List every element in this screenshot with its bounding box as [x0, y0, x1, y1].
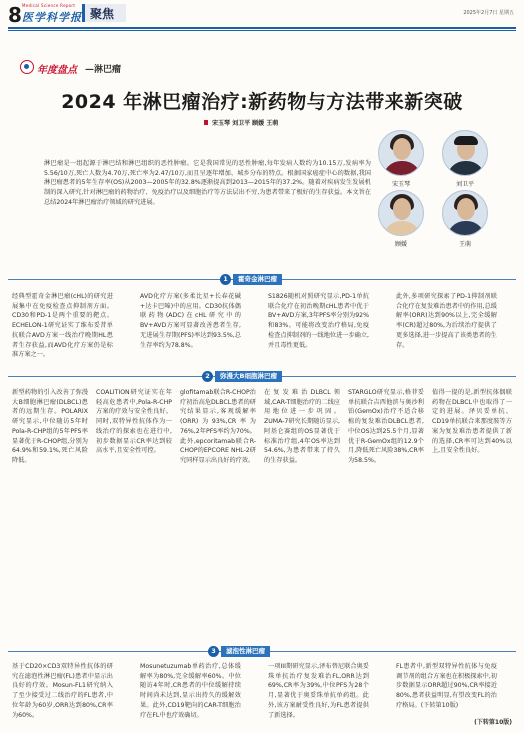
masthead-title-en: Medical Science Report [22, 3, 76, 8]
column-sub: —淋巴瘤 [85, 65, 122, 75]
header-rule [8, 27, 516, 29]
portrait-caption: 刘卫平 [455, 181, 474, 188]
section-title: 霍奇金淋巴瘤 [233, 274, 282, 285]
section-title: 滤泡性淋巴瘤 [221, 646, 270, 657]
portrait-wang-meng [442, 190, 488, 236]
portrait-caption: 王萌 [458, 241, 471, 248]
section-1-column: 经典型霍奇金淋巴瘤(cHL)的研究进展集中在免疫检查点抑制剂方面。CD30和PD-1是两个重要的靶点。ECHELON-1研究证实了维布妥昔单抗联合AVD方案一线治疗晚期HL患者生存获益,而AVD化疗方案仍是标准方案之一。 [12, 293, 113, 359]
portrait-liu-weiping [442, 130, 488, 176]
column-badge-icon [20, 60, 34, 74]
section-2-column: glofitamab联合R-CHOP治疗初治高危DLBCL患者的研究结果显示,客观缓解率(ORR)为93%,CR率为76%,2年PFS率约为70%。此外,epcoritamab联合R-CHOP的EPCORE NHL-2研究同样显示出良好的疗效。 [180, 389, 256, 464]
section-number: 3 [208, 646, 219, 657]
section-title: 弥漫大B细胞淋巴瘤 [215, 371, 282, 382]
masthead-title-cn: 医学科学报 [22, 11, 82, 24]
headline: 2024 年淋巴瘤治疗:新药物与方法带来新突破 [61, 91, 463, 113]
intro-paragraph: 淋巴瘤是一组起源于淋巴结和淋巴组织的恶性肿瘤。它是我国常见的恶性肿瘤,每年发病人数约为10.15万,发病率为5.56/10万,死亡人数为4.70万,死亡率为2.47/10万,而且呈逐年增加、城乡分布的特点。根据国家癌症中心的数据,我国淋巴瘤患者的5年生存率(OS)从2003—2005年的32.8%逐渐提高到2013—2015年的37.2%。随着对疾病发生发展机制的深入研究,针对淋巴瘤的药物治疗、免疫治疗以及细胞治疗等方法层出不穷,为患者带来了极好的生存获益。本文旨在总结2024年淋巴瘤治疗领域的研究进展。 [44, 160, 371, 206]
section-header-3 [8, 646, 516, 657]
portrait-caption: 宋玉琴 [391, 181, 410, 188]
page-number: 8 [8, 3, 22, 27]
header-rule-thin [8, 30, 516, 31]
section-number: 1 [220, 274, 231, 285]
portrait-caption: 顾媛 [394, 241, 407, 248]
column-label: 年度盘点 [37, 65, 77, 76]
section-3-column: FL患者中,新型双特异性抗体与免疫调节剂的组合方案也在积极探索中,初步数据显示ORR超过90%,CR率接近80%,患者获益明显,有望改变FL的治疗格局。(下转第10版) [396, 663, 497, 709]
section-2-column: 在复发难治DLBCL领域,CAR-T细胞治疗的二线应用地位进一步巩固。ZUMA-7研究长期随访显示,阿基仑赛组的OS显著优于标准治疗组,4年OS率达到54.6%,为患者带来了持久的生存获益。 [264, 389, 340, 464]
section-label: 聚焦 [90, 7, 115, 21]
section-2-column: 值得一提的是,新型抗体偶联药物在DLBCL中也取得了一定的进展。泽贝妥单抗、CD19单抗联合来那度胺等方案为复发难治患者提供了新的选择,CR率可达到40%以上,且安全性良好。 [432, 389, 512, 455]
byline: 宋玉琴 刘卫平 顾媛 王萌 [212, 120, 279, 127]
section-1-column: AVD化疗方案(多柔比星+长春花碱+达卡巴嗪)中的应用。CD30抗体偶联药物(ADC)在cHL研究中的BV+AVD方案可显著改善患者生存,无进展生存期(PFS)率达到93.5%,总生存率约为78.8%。 [140, 293, 241, 349]
section-number: 2 [202, 371, 213, 382]
section-1-column: S1826随机对照研究显示,PD-1单抗联合化疗在初治晚期cHL患者中优于BV+AVD方案,3年PFS率分别为92%和83%。可能将改变治疗格局,免疫检查点抑制剂的一线地位进一步确立,并且毒性更低。 [268, 293, 369, 349]
portrait-gu-yuan [378, 190, 424, 236]
continued-note: (下转第10版) [474, 719, 512, 726]
section-3-column: Mosunetuzumab单药治疗,总体缓解率为80%,完全缓解率60%。中位随访4年时,CR患者的中位缓解持续时间尚未达到,显示出持久的缓解效果。此外,CD19靶向的CAR-T细胞治疗在FL中也疗效确切。 [140, 663, 241, 719]
section-2-column: COALITION研究证实在年轻高危患者中,Pola-R-CHP方案的疗效与安全性良好。同时,双特异性抗体作为一线治疗的探索也在进行中,初步数据显示CR率达到较高水平,且安全性可控。 [96, 389, 172, 455]
section-3-column: 一项III期研究显示,泽布替尼联合奥妥珠单抗治疗复发难治FL,ORR达到69%,CR率为39%,中位PFS为28个月,显著优于奥妥珠单抗单药组。此外,该方案耐受性良好,为FL患者提供了新选择。 [268, 663, 369, 719]
section-tab [82, 4, 126, 22]
section-2-column: STARGLO研究显示,格菲妥单抗联合吉西他滨与奥沙利铂(GemOx)治疗不适合移植的复发难治DLBCL患者,中位OS达到25.5个月,显著优于R-GemOx组的12.9个月,降低死亡风险38%,CR率为58.5%。 [348, 389, 424, 464]
issue-date: 2025年2月7日 星期五 [463, 10, 514, 16]
section-header-1 [8, 274, 516, 285]
portrait-song-yuqin [378, 130, 424, 176]
section-3-column: 基于CD20×CD3双特异性抗体的研究在滤泡性淋巴瘤(FL)患者中显示出良好的疗效。Mosun-FL1研究纳入了至少接受过二线治疗的FL患者,中位年龄为60岁,ORR达到80%,CR率为60%。 [12, 663, 113, 719]
section-2-column: 新型药物的引入改善了弥漫大B细胞淋巴瘤(DLBCL)患者的远期生存。POLARIX研究显示,中位随访5年时Pola-R-CHP组的5年PFS率显著优于R-CHOP组,分别为64.9%和59.1%,死亡风险降低。 [12, 389, 88, 464]
section-header-2 [8, 371, 516, 382]
section-1-column: 此外,多项研究探索了PD-1抑制剂联合化疗在复发难治患者中的作用,总缓解率(ORR)达到90%以上,完全缓解率(CR)超过80%,为后续治疗提供了更多选择,进一步提高了该类患者的生存。 [396, 293, 497, 349]
byline-marker [204, 120, 208, 125]
